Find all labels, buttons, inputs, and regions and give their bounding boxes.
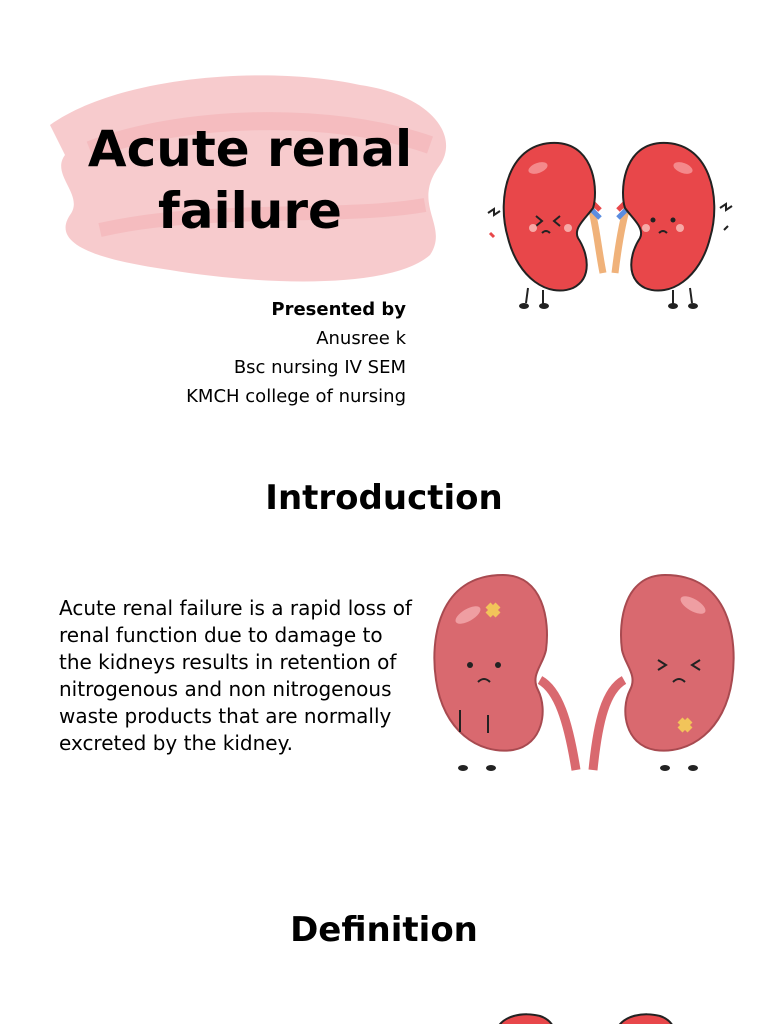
presenter-course: Bsc nursing IV SEM bbox=[233, 357, 406, 378]
title-line-1: Acute renal bbox=[87, 120, 413, 178]
presented-by-label: Presented by bbox=[271, 299, 406, 320]
presenter-info bbox=[186, 295, 406, 411]
title-line-2: failure bbox=[158, 182, 342, 240]
introduction-paragraph: Acute renal failure is a rapid loss of renal function due to damage to the kidneys results in retention of nitrogenous and non nitrogenous waste products that are normally excreted by the kidney. bbox=[59, 596, 412, 755]
kidneys-illustration-red bbox=[478, 138, 740, 318]
kidneys-illustration-partial bbox=[480, 1004, 700, 1024]
document-title bbox=[50, 118, 450, 242]
kidneys-illustration-pink bbox=[428, 570, 740, 780]
section-heading-definition: Definition bbox=[290, 910, 478, 950]
presenter-college: KMCH college of nursing bbox=[186, 386, 406, 407]
section-heading-introduction: Introduction bbox=[265, 478, 503, 518]
presenter-name: Anusree k bbox=[316, 328, 406, 349]
